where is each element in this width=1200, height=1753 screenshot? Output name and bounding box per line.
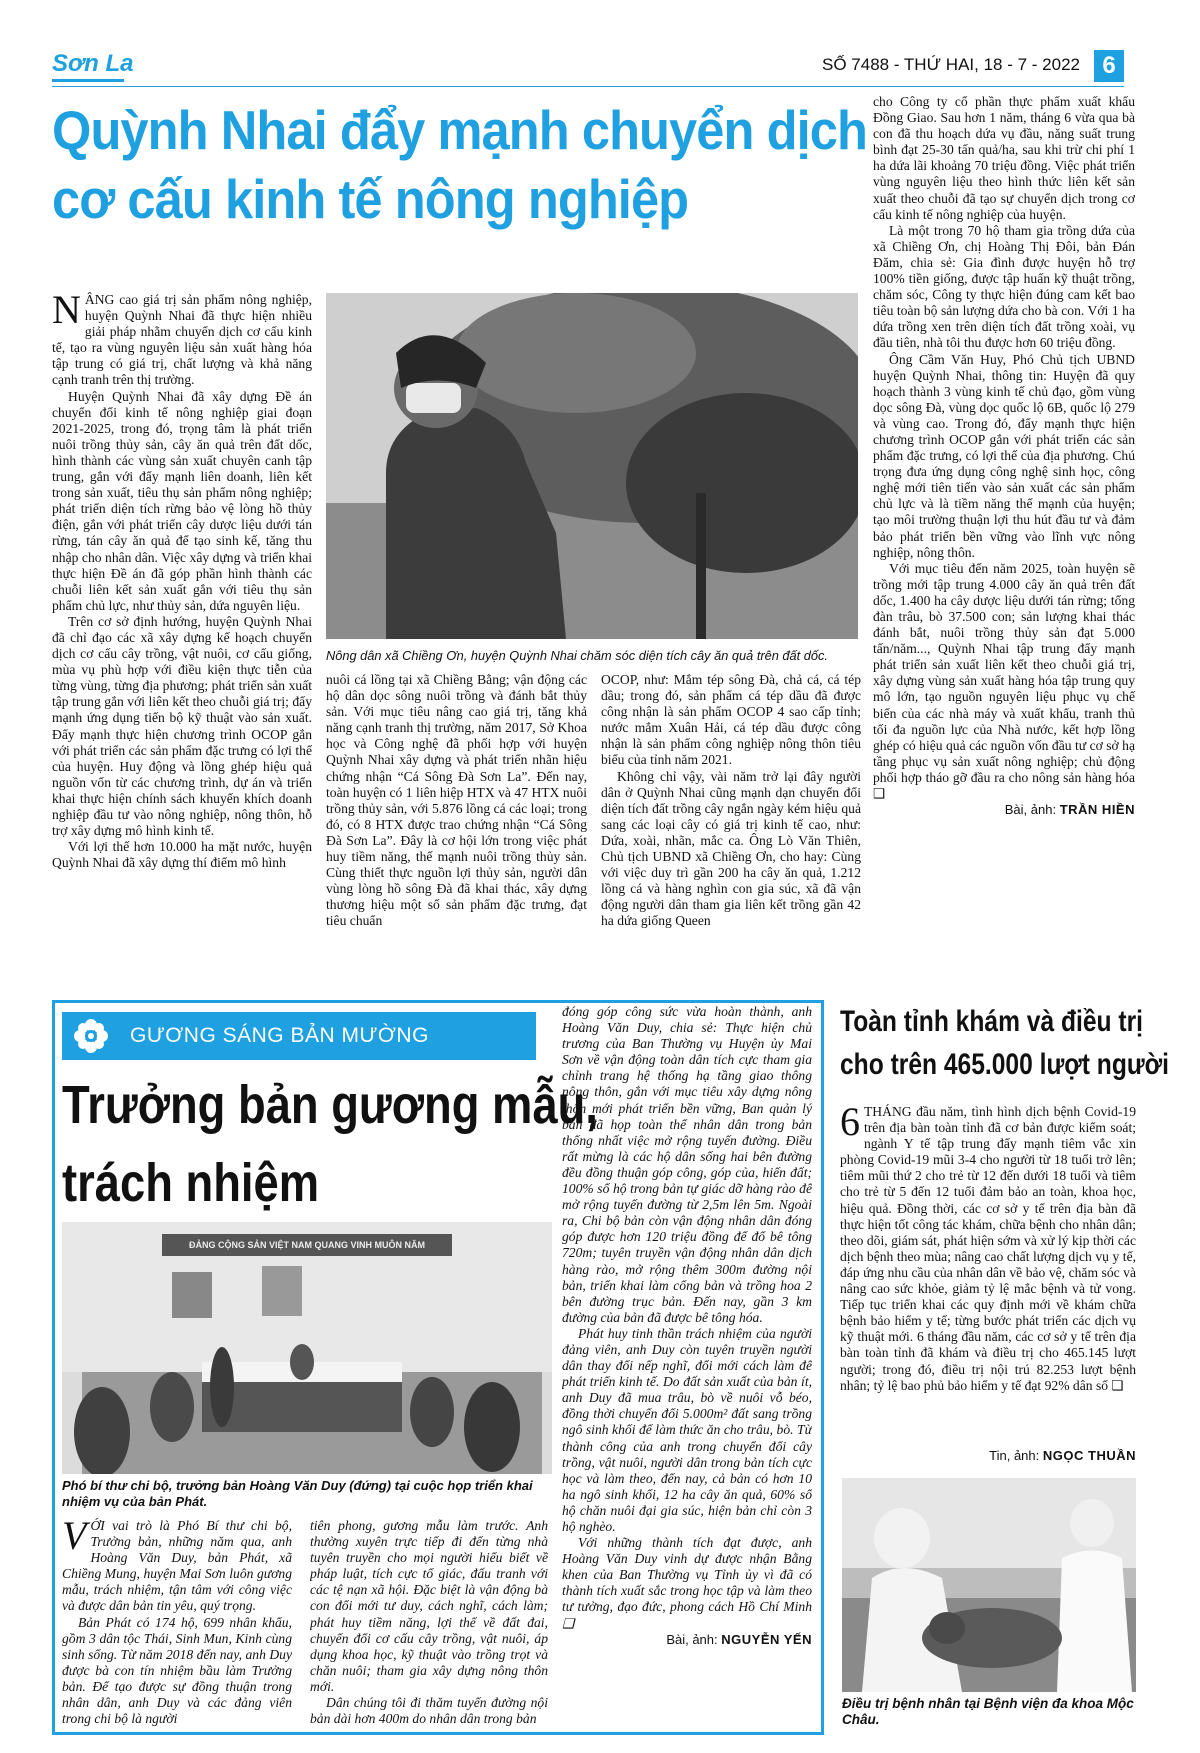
feature-column-3 [562,1004,812,1730]
main-headline-line2: cơ cấu kinh tế nông nghiệp [52,168,689,230]
meeting-photo-art [62,1222,552,1474]
feature-headline [62,1066,598,1222]
feature-column-2 [310,1518,548,1730]
feature-banner [62,1012,536,1060]
main-col1-p3: Trên cơ sở định hướng, huyện Quỳnh Nhai đã chỉ đạo các xã xây dựng kế hoạch chuyển dịch cơ cấu cây trồng, vật nuôi, cơ cấu giống, mùa vụ phù hợp với điều kiện thực tiễn của từng vùng, từng địa phương; phát triển sản xuất tập trung gắn với liên kết theo chuỗi giá trị; đẩy mạnh ứng dụng tiến bộ kỹ thuật vào sản xuất. Đẩy mạnh thực hiện chương trình OCOP gắn với phát triển các sản phẩm đặc trưng có lợi thế của huyện. Huy động và lồng ghép hiệu quả nguồn vốn từ các chương trình, dự án và triển khai thực hiện chính sách khuyến khích doanh nghiệp đầu tư vào nông nghiệp, nông thôn, hỗ trợ xây dựng mô hình kinh tế. [52,613,312,839]
main-col2-p1: nuôi cá lồng tại xã Chiềng Bằng; vận động các hộ dân dọc sông nuôi trồng và đánh bắt thủy sản. Với mục tiêu nâng cao giá trị, tăng khả năng cạnh tranh thị trường, năm 2017, Sở Khoa học và Công nghệ đã phối hợp với huyện Quỳnh Nhai xây dựng và phát triển nhãn hiệu chứng nhận “Cá Sông Đà Sơn La”. Đến nay, toàn huyện có 1 liên hiệp HTX và 47 HTX nuôi trồng thủy sản, với 5.876 lồng cá các loại; trong đó, có 8 HTX được trao chứng nhận “Cá Sông Đà Sơn La”. Đây là cơ hội lớn trong việc phát huy tiềm năng, thế mạnh nuôi trồng thủy sản. Cùng thiết thực nguồn lợi thủy sản, người dân vùng lòng hồ sông Đà đã khai thác, xây dựng thương hiệu một số sản phẩm đặc trưng, đạt tiêu chuẩn [326,672,587,929]
feature-column-1 [62,1518,292,1730]
header-rule [52,86,1124,87]
side-credit-name: NGỌC THUẦN [1042,1448,1136,1463]
issue-info: SỐ 7488 - THỨ HAI, 18 - 7 - 2022 [822,55,1080,74]
main-column-3 [601,672,861,984]
main-column-1 [52,292,312,984]
meeting-photo-banner: ĐẢNG CỘNG SẢN VIỆT NAM QUANG VINH MUÔN NĂM [189,1240,425,1250]
farmer-photo [326,293,858,639]
meeting-photo [62,1222,552,1474]
feature-col3-p2: Phát huy tinh thần trách nhiệm của người đảng viên, anh Duy còn tuyên truyền người dân thay đổi nếp nghĩ, đổi mới cách làm để phát triển kinh tế. Do đất sản xuất của bản ít, anh Duy đã mua trâu, bò về nuôi vỗ béo, đồng thời chuyển đổi 5.000m² đất sang trồng ngô sinh khối để làm thức ăn cho trâu, bò. Từ thành công của anh trong chuyển đổi cây trồng, vật nuôi, người dân trong bản tích cực học và làm theo, đến nay, cả bản có hơn 10 ha ngô sinh khối, 12 ha cây ăn quả, 60% số hộ chăn nuôi đại gia súc, hiện bản chỉ còn 3 hộ nghèo. [562,1325,812,1534]
side-body: THÁNG đầu năm, tình hình dịch bệnh Covid-19 trên địa bàn toàn tỉnh đã cơ bản được kiểm soát; ngành Y tế tập trung đẩy mạnh tiêm vắc xin phòng Covid-19 mũi 3-4 cho người từ 18 tuổi trở lên; tiêm mũi thứ 2 cho trẻ từ 12 đến dưới 18 tuổi và tiêm cho trẻ từ 5 đến 12 tuổi đảm bảo an toàn, khoa học, hiệu quả. Đồng thời, các cơ sở y tế trên địa bàn đã thực hiện tốt công tác khám, chữa bệnh cho nhân dân; theo dõi, giám sát, phát hiện sớm và xử lý kịp thời các dịch bệnh theo mùa; nâng cao chất lượng dịch vụ y tế, đáp ứng nhu cầu của nhân dân về bảo vệ, chăm sóc và nâng cao sức khỏe, giảm tỷ lệ mắc bệnh và tử vong. Tiếp tục triển khai các quy định mới về khám chữa bệnh bảo hiểm y tế; từng bước phát triển các dịch vụ kỹ thuật mới. 6 tháng đầu năm, các cơ sở y tế trên địa bàn toàn tỉnh đã khám và điều trị cho 465.145 lượt người; trong đó, điều trị nội trú 82.253 lượt bệnh nhân; tỷ lệ bao phủ bảo hiểm y tế đạt 92% dân số ❑ [840,1104,1136,1393]
feature-col1-p2: Bản Phát có 174 hộ, 699 nhân khẩu, gồm 3 dân tộc Thái, Sinh Mun, Kinh cùng sinh sống. Từ năm 2018 đến nay, anh Duy được bà con tín nhiệm bầu làm Trưởng bản. Để tạo được sự đồng thuận trong nhân dân, anh Duy và các đảng viên trong chi bộ là người [62,1614,292,1727]
side-column [840,1104,1136,1444]
feature-col2-p2: Dân chúng tôi đi thăm tuyến đường nội bản dài hơn 400m do nhân dân trong bản [310,1695,548,1727]
main-column-2 [326,672,587,984]
feature-credit-prefix: Bài, ảnh: [666,1631,718,1647]
meeting-photo-caption: Phó bí thư chi bộ, trưởng bản Hoàng Văn Duy (đứng) tại cuộc họp triển khai nhiệm vụ của bản Phát. [62,1478,533,1509]
side-headline-line2: cho trên 465.000 lượt người [840,1048,1169,1081]
section-underline [52,79,124,82]
main-col1-p1: ÂNG cao giá trị sản phẩm nông nghiệp, huyện Quỳnh Nhai đã thực hiện nhiều giải pháp nhằm chuyển dịch cơ cấu kinh tế, tạo ra vùng nguyên liệu sản xuất hàng hóa tập trung có giá trị, chất lượng và khả năng cạnh tranh trên thị trường. [52,292,312,388]
feature-headline-line2: trách nhiệm [62,1153,320,1213]
feature-dropcap: V [62,1518,87,1558]
main-col1-p2: Huyện Quỳnh Nhai đã xây dựng Đề án chuyển đổi kinh tế nông nghiệp giai đoạn 2021-2025, trong đó, trọng tâm là phát triển nuôi trồng thủy sản, cây ăn quả trên đất dốc, hình thành các vùng sản xuất chuyên canh tập trung, gắn với đẩy mạnh liên doanh, liên kết trong sản xuất, tiêu thụ sản phẩm nông nghiệp; phát triển diện tích rừng bảo vệ lòng hồ thủy điện, gắn với phát triển cây dược liệu dưới tán rừng, tán cây ăn quả để tạo sinh kế, tăng thu nhập cho nhân dân. Việc xây dựng và triển khai thực hiện Đề án đã góp phần hình thành các chuỗi liên kết sản xuất gắn với tiêu thụ sản phẩm chủ lực, như thủy sản, dứa nguyên liệu. [52,388,312,613]
main-col1-p4: Với lợi thế hơn 10.000 ha mặt nước, huyện Quỳnh Nhai đã xây dựng thí điểm mô hình [52,839,312,871]
main-col4-p4: Với mục tiêu đến năm 2025, toàn huyện sẽ trồng mới tập trung 4.000 cây ăn quả trên đất dốc, 1.400 ha cây dược liệu dưới tán rừng; tổng đàn trâu, bò 37.500 con; sản lượng khai thác đánh bắt, nuôi trồng thủy sản đạt 5.000 tấn/năm..., Quỳnh Nhai tập trung đẩy mạnh phát triển sản xuất liên kết theo chuỗi giá trị, xây dựng vùng sản xuất hàng hóa tập trung quy mô lớn, tạo nguồn nguyên liệu phục vụ chế biến của các nhà máy và xuất khẩu, tranh thủ tối đa nguồn lực của Nhà nước, kết hợp lồng ghép có hiệu quả các nguồn vốn đầu tư cơ sở hạ tầng phục vụ sản xuất nông nghiệp; chủ động phối hợp tháo gỡ đầu ra cho nông sản hàng hóa ❑ [873,560,1135,802]
main-credit-prefix: Bài, ảnh: [1004,802,1057,818]
side-credit-prefix: Tin, ảnh: [989,1448,1040,1463]
feature-col3-p3: Với những thành tích đạt được, anh Hoàng Văn Duy vinh dự được nhận Bằng khen của Ban Thường vụ Tỉnh ủy vì đã có thành tích xuất sắc trong học tập và làm theo tư tưởng, đạo đức, phong cách Hồ Chí Minh ❑ [562,1535,812,1631]
feature-col3-p1: đóng góp công sức vừa hoàn thành, anh Hoàng Văn Duy, chia sẻ: Thực hiện chủ trương của Ban Thường vụ Huyện ủy Mai Sơn về vận động toàn dân tích cực tham gia chỉnh trang hệ thống hạ tầng giao thông nông thôn, gắn với mục tiêu xây dựng nông thôn mới phát triển bền vững, Ban quản lý bản đã họp toàn thể nhân dân trong bản thống nhất việc mở rộng tuyến đường. Điều rất mừng là các hộ dân sống hai bên đường đều đồng thuận góp công, góp của, hiến đất; 100% số hộ trong bản tự giác dỡ hàng rào để mở rộng tuyến đường từ 2,5m lên 5m. Ngoài ra, Chi bộ bản còn vận động nhân dân đóng góp được hơn 120 triệu đồng để đổ bê tông 720m; tuyên truyền vận động nhân dân dịch hàng rào, mở rộng thêm 300m đường nội bản, triển khai làm cổng bản và trồng hoa 2 bên đường trục bản. Đến nay, gần 3 km đường của bản đã được bê tông hóa. [562,1004,812,1325]
main-headline [52,96,867,234]
main-credit-name: TRẦN HIỀN [1059,802,1135,818]
main-column-4 [873,94,1135,978]
main-headline-line1: Quỳnh Nhai đẩy mạnh chuyển dịch [52,99,867,161]
feature-credit-name: NGUYỄN YẾN [721,1631,812,1647]
side-headline-line1: Toàn tỉnh khám và điều trị [840,1005,1143,1038]
flower-icon [72,1017,110,1055]
section-name: Sơn La [52,50,134,77]
feature-banner-text: GƯƠNG SÁNG BẢN MƯỜNG [130,1024,429,1047]
main-col3-p1: OCOP, như: Mắm tép sông Đà, chả cá, cá tép dầu; trong đó, sản phẩm cá tép dầu đã được công nhận là sản phẩm OCOP 4 sao cấp tỉnh; nước mắm Xuân Hải, cá tép dầu được công nhận là sản phẩm công nghiệp nông thôn tiêu biểu của tỉnh năm 2021. [601,672,861,768]
main-col4-p2: Là một trong 70 hộ tham gia trồng dứa của xã Chiềng Ơn, chị Hoàng Thị Đôi, bản Đán Đăm, chia sẻ: Gia đình được huyện hỗ trợ 100% tiền giống, được tập huấn kỹ thuật trồng, chăm sóc, Công ty thực hiện đúng cam kết bao tiêu toàn bộ sản lượng dứa cho bà con. Với 1 ha dứa trồng xen trên diện tích đất trồng xoài, vụ đầu tiên, nhà tôi thu được hơn 60 triệu đồng. [873,222,1135,351]
page-number-badge [1094,50,1124,82]
main-col3-p2: Không chỉ vậy, vài năm trở lại đây người dân ở Quỳnh Nhai cũng mạnh dạn chuyển đổi diện tích đất trồng cây ngắn ngày kém hiệu quả sang các loại cây có giá trị kinh tế cao, như: Dứa, xoài, nhãn, mắc ca. Ông Lò Văn Thiên, Chủ tịch UBND xã Chiềng Ơn, cho hay: Cùng với việc duy trì gần 200 ha cây ăn quả, 1.212 lồng cá và hàng nghìn con gia súc, xã đã vận động người dân tham gia liên kết trồng gần 42 ha dứa giống Queen [601,768,861,929]
feature-headline-line1: Trưởng bản gương mẫu, [62,1075,598,1135]
farmer-photo-caption: Nông dân xã Chiềng Ơn, huyện Quỳnh Nhai chăm sóc diện tích cây ăn quả trên đất dốc. [326,648,828,663]
hospital-photo [842,1478,1136,1692]
hospital-photo-art [842,1478,1136,1692]
feature-col2-p1: tiên phong, gương mẫu làm trước. Anh thường xuyên trực tiếp đi đến từng nhà tuyên truyền cho mọi người hiểu biết về pháp luật, tích cực tố giác, đấu tranh với các tệ nạn xã hội. Đặc biệt là vận động bà con đổi mới tư duy, cách nghĩ, cách làm; phát huy tiềm năng, lợi thế về đất đai, chuyển đổi cơ cấu cây trồng, vật nuôi, áp dụng khoa học, kỹ thuật vào trồng trọt và chăn nuôi; tham gia xây dựng nông thôn mới. [310,1518,548,1694]
main-credit [873,802,1135,818]
main-col4-p3: Ông Cầm Văn Huy, Phó Chủ tịch UBND huyện Quỳnh Nhai, thông tin: Huyện đã quy hoạch thành 3 vùng kinh tế chủ đạo, gồm vùng dọc sông Đà, vùng dọc quốc lộ 6B, quốc lộ 279 và vùng cao. Trong đó, đẩy mạnh thực hiện chương trình OCOP gắn với phát triển các sản phẩm đặc trưng, có lợi thế của địa phương. Chú trọng đưa ứng dụng công nghệ sinh học, công nghệ mới tiên tiến vào sản xuất các sản phẩm chủ lực và là tiềm năng thế mạnh của huyện; tạo môi trường thuận lợi thu hút đầu tư và đảm bảo phát triển bền vững vào lĩnh vực nông nghiệp, nông thôn. [873,351,1135,560]
farmer-photo-art [326,293,858,639]
side-credit [840,1448,1136,1463]
side-headline [840,1000,1169,1086]
main-dropcap: N [52,292,81,332]
main-col4-p1: cho Công ty cổ phần thực phẩm xuất khẩu Đồng Giao. Sau hơn 1 năm, tháng 6 vừa qua bà con đã thu hoạch dứa vụ đầu, năng suất trung bình đạt 25-30 tấn quả/ha, sau khi trừ chi phí 1 ha dứa lãi khoảng 70 triệu đồng. Việc phát triển vùng nguyên liệu theo hình thức liên kết sản xuất theo chuỗi đã tạo sự chuyển dịch trong cơ cấu kinh tế nông nghiệp của huyện. [873,94,1135,222]
page-number: 6 [1102,52,1116,79]
side-dropcap: 6 [840,1104,860,1144]
feature-col1-p1: ỚI vai trò là Phó Bí thư chi bộ, Trưởng bản, những năm qua, anh Hoàng Văn Duy, bản Phát, xã Chiềng Mung, huyện Mai Sơn luôn gương mẫu, trách nhiệm, tận tâm với công việc và được dân bản tin yêu, quý trọng. [62,1518,292,1614]
hospital-photo-caption: Điều trị bệnh nhân tại Bệnh viện đa khoa Mộc Châu. [842,1696,1134,1727]
feature-credit [562,1632,812,1648]
